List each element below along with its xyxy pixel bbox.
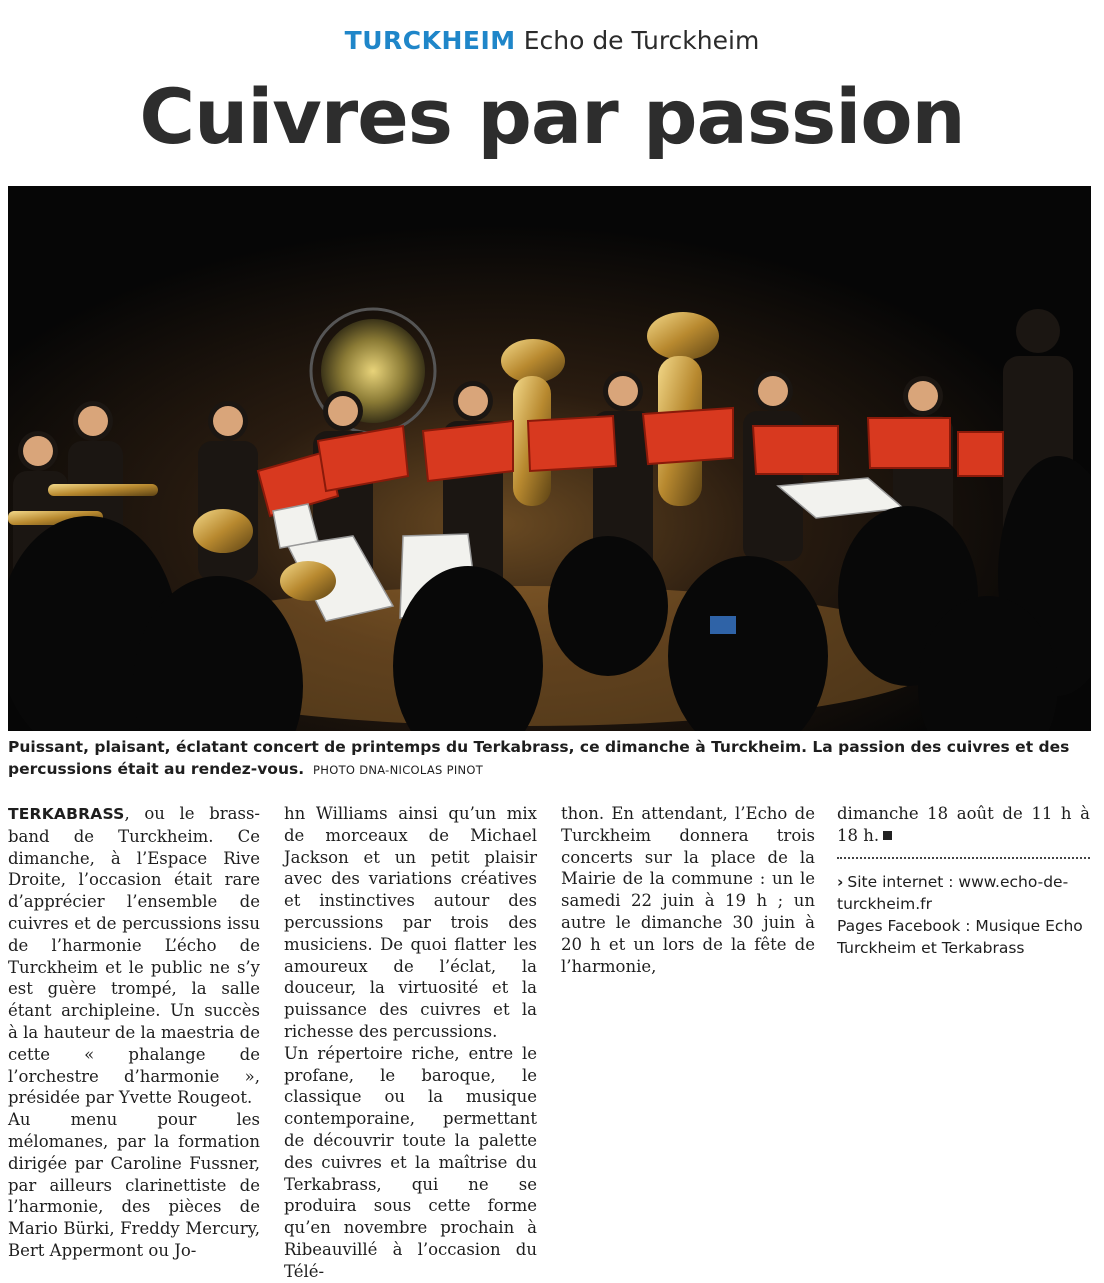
arrow-icon: › (837, 872, 844, 891)
info-box (837, 871, 1090, 959)
article-column-2 (284, 803, 537, 1283)
article-column-4 (837, 803, 1090, 959)
lead-word: TERKABRASS (8, 805, 125, 823)
article-paragraph: Au menu pour les mélomanes, par la formation dirigée par Caroline Fussner, par ailleurs clarinettiste de l’harmonie, des pièces de Mario Bürki, Freddy Mercury, Bert Appermont ou Jo- (8, 1110, 260, 1260)
end-mark-icon (883, 831, 892, 840)
article-paragraph (837, 803, 1090, 847)
info-website (837, 871, 1090, 915)
headline: Cuivres par passion (139, 72, 965, 161)
section-kicker (0, 26, 1104, 55)
town-name: TURCKHEIM (344, 26, 516, 55)
info-facebook: Pages Facebook : Musique Echo Turckheim et Terkabrass (837, 916, 1083, 957)
concert-photo-illustration (8, 186, 1091, 731)
article-column-1 (8, 803, 260, 1262)
article-paragraph: thon. En attendant, l’Echo de Turckheim donnera trois concerts sur la place de la Mairie de la commune : un le samedi 22 juin à 19 h ; un autre le dimanche 30 juin à 20 h et un lors de la fête de l’harmonie, (561, 804, 815, 976)
concert-photo (8, 186, 1091, 731)
article-column-3 (561, 803, 815, 977)
article-paragraph: hn Williams ainsi qu’un mix de morceaux de Michael Jackson et un petit plaisir avec des variations créatives et instinctives autour des percussions par trois des musiciens. De quoi flatter les amoureux de l’éclat, la douceur, la virtuosité et la puissance des cuivres et la richesse des percussions. (284, 804, 537, 1041)
article-paragraph: Un répertoire riche, entre le profane, le baroque, le classique ou la musique contemporaine, permettant de découvrir toute la palette des cuivres et la maîtrise du Terkabrass, qui ne se produira sous cette forme qu’en novembre prochain à Ribeauvillé à l’occasion du Télé- (284, 1043, 537, 1281)
article-text: dimanche 18 août de 11 h à 18 h. (837, 804, 1090, 845)
dotted-divider (837, 857, 1090, 859)
article-paragraph (8, 803, 260, 1109)
caption-text: Puissant, plaisant, éclatant concert de printemps du Terkabrass, ce dimanche à Turckheim. La passion des cuivres et des percussions était au rendez-vous. (8, 738, 1070, 778)
section-name: Echo de Turckheim (523, 26, 760, 55)
photo-caption (8, 736, 1096, 781)
photo-credit: PHOTO DNA-NICOLAS PINOT (313, 763, 484, 777)
website-text: Site internet : www.echo-de-turckheim.fr (837, 872, 1069, 913)
article-text: , ou le brass-band de Turckheim. Ce dimanche, à l’Espace Rive Droite, l’occasion était rare d’apprécier l’ensemble de cuivres et de percussions issu de l’harmonie L’écho de Turckheim et le public ne s’y est guère trompé, la salle étant archipleine. Un succès à la hauteur de la maestria de cette « phalange de l’orchestre d’harmonie », présidée par Yvette Rougeot. (8, 804, 260, 1108)
